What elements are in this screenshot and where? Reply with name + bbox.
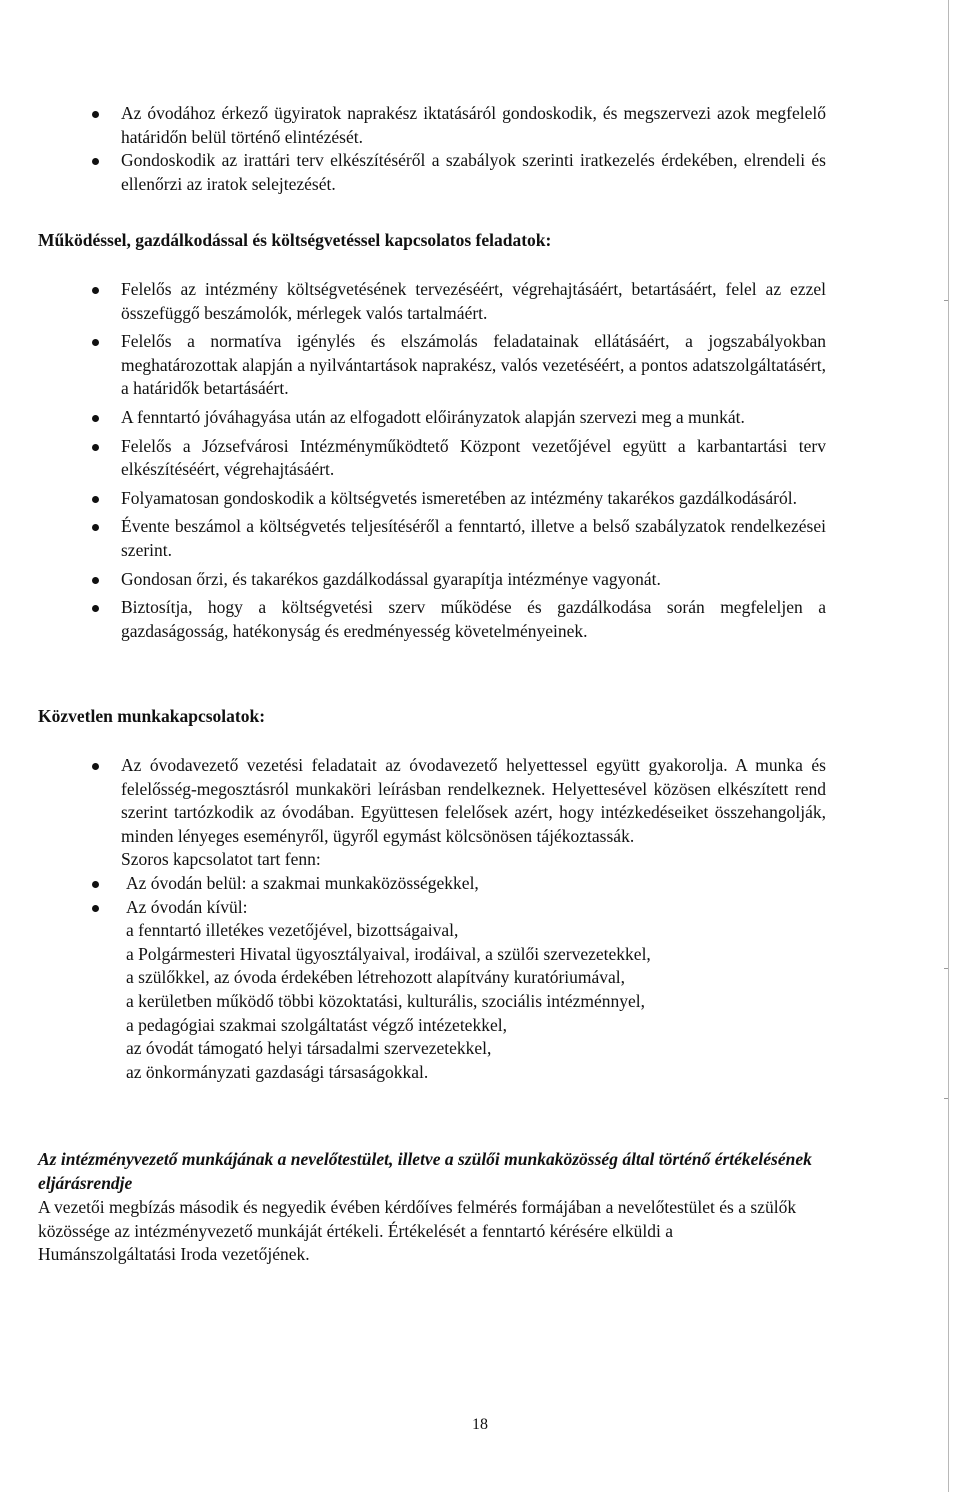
outside-contact-item: a szülőkkel, az óvoda érdekében létrehozott alapítvány kuratóriumával, (126, 967, 626, 988)
list-item: Folyamatosan gondoskodik a költségvetés ismeretében az intézmény takarékos gazdálkodásáról. (0, 487, 826, 511)
inside-contacts-bullet: Az óvodán belül: a szakmai munkaközösségekkel, (0, 872, 826, 896)
intro-bullet-list (0, 102, 960, 196)
evaluation-title: Az intézményvezető munkájának a nevelőtestület, illetve a szülői munkaközösség által történő értékelésének eljárásrendje (38, 1149, 812, 1193)
scan-edge-line (948, 0, 949, 1492)
contacts-section (0, 754, 960, 1084)
outside-contact-item: a pedagógiai szakmai szolgáltatást végző intézetekkel, (126, 1014, 507, 1035)
list-item: Évente beszámol a költségvetés teljesítéséről a fenntartó, illetve a belső szabályzatok rendelkezései szerint. (0, 515, 826, 562)
connection-intro: Szoros kapcsolatot tart fenn: (121, 849, 321, 870)
list-item: Felelős a normatíva igénylés és elszámolás feladatainak ellátásáért, a jogszabályokban meghatározottak alapján a nyilvántartások naprakész, valós vezetéséért, a pontos adatszolgáltatásért, a határidők betartásáért. (0, 330, 826, 401)
list-item: Biztosítja, hogy a költségvetési szerv működése és gazdálkodása során megfeleljen a gazdaságosság, hatékonyság és eredményesség követelményeinek. (0, 596, 826, 643)
outside-contact-item: a kerületben működő többi közoktatási, kulturális, szociális intézménnyel, (126, 990, 646, 1011)
list-item: A fenntartó jóváhagyása után az elfogadott előirányzatok alapján szervezi meg a munkát. (0, 406, 826, 430)
list-item: Felelős a Józsefvárosi Intézményműködtető Központ vezetőjével együtt a karbantartási terv elkészítéséért, végrehajtásáért. (0, 435, 826, 482)
contacts-heading: Közvetlen munkakapcsolatok: (38, 706, 266, 726)
finance-bullet-list (0, 278, 960, 648)
scan-edge-mark (944, 1098, 948, 1099)
list-item: Felelős az intézmény költségvetésének tervezéséért, végrehajtásáért, betartásáért, felel az ezzel összefüggő beszámolók, mérlegek valós tartalmáért. (0, 278, 826, 325)
list-item: Gondoskodik az irattári terv elkészítéséről a szabályok szerinti iratkezelés érdekében, elrendeli és ellenőrzi az iratok selejtezését. (0, 149, 826, 196)
outside-contacts-bullet: Az óvodán kívül: (0, 896, 826, 920)
outside-contact-item: a fenntartó illetékes vezetőjével, bizottságaival, (126, 920, 459, 941)
list-item: Gondosan őrzi, és takarékos gazdálkodással gyarapítja intézménye vagyonát. (0, 568, 826, 592)
finance-heading: Működéssel, gazdálkodással és költségvetéssel kapcsolatos feladatok: (38, 230, 552, 250)
outside-contact-item: az óvodát támogató helyi társadalmi szervezetekkel, (126, 1038, 492, 1059)
outside-contact-item: az önkormányzati gazdasági társaságokkal. (126, 1061, 429, 1082)
contacts-first-bullet: Az óvodavezető vezetési feladatait az óvodavezető helyettessel együtt gyakorolja. A munka és felelősség-megosztásról munkaköri leírásban rendelkeznek. Helyettesével közösen elkészített rend szerint tartózkodik az óvodában. Együttesen felelősek azért, hogy intézkedéseiket összehangolják, minden lényeges eseményről, ügyről egymást kölcsönösen tájékoztassák. (0, 754, 826, 848)
page-number: 18 (472, 1416, 488, 1433)
outside-contact-item: a Polgármesteri Hivatal ügyosztályaival, irodáival, a szülői szervezetekkel, (126, 943, 651, 964)
evaluation-text: A vezetői megbízás második és negyedik évében kérdőíves felmérés formájában a nevelőtestület és a szülők közössége az intézményvezető munkáját értékeli. Értékelését a fenntartó kérésére elküldi a Humánszolgáltatási Iroda vezetőjének. (38, 1197, 797, 1265)
list-item: Az óvodához érkező ügyiratok naprakész iktatásáról gondoskodik, és megszervezi azok megfelelő határidőn belül történő elintézését. (0, 102, 826, 149)
